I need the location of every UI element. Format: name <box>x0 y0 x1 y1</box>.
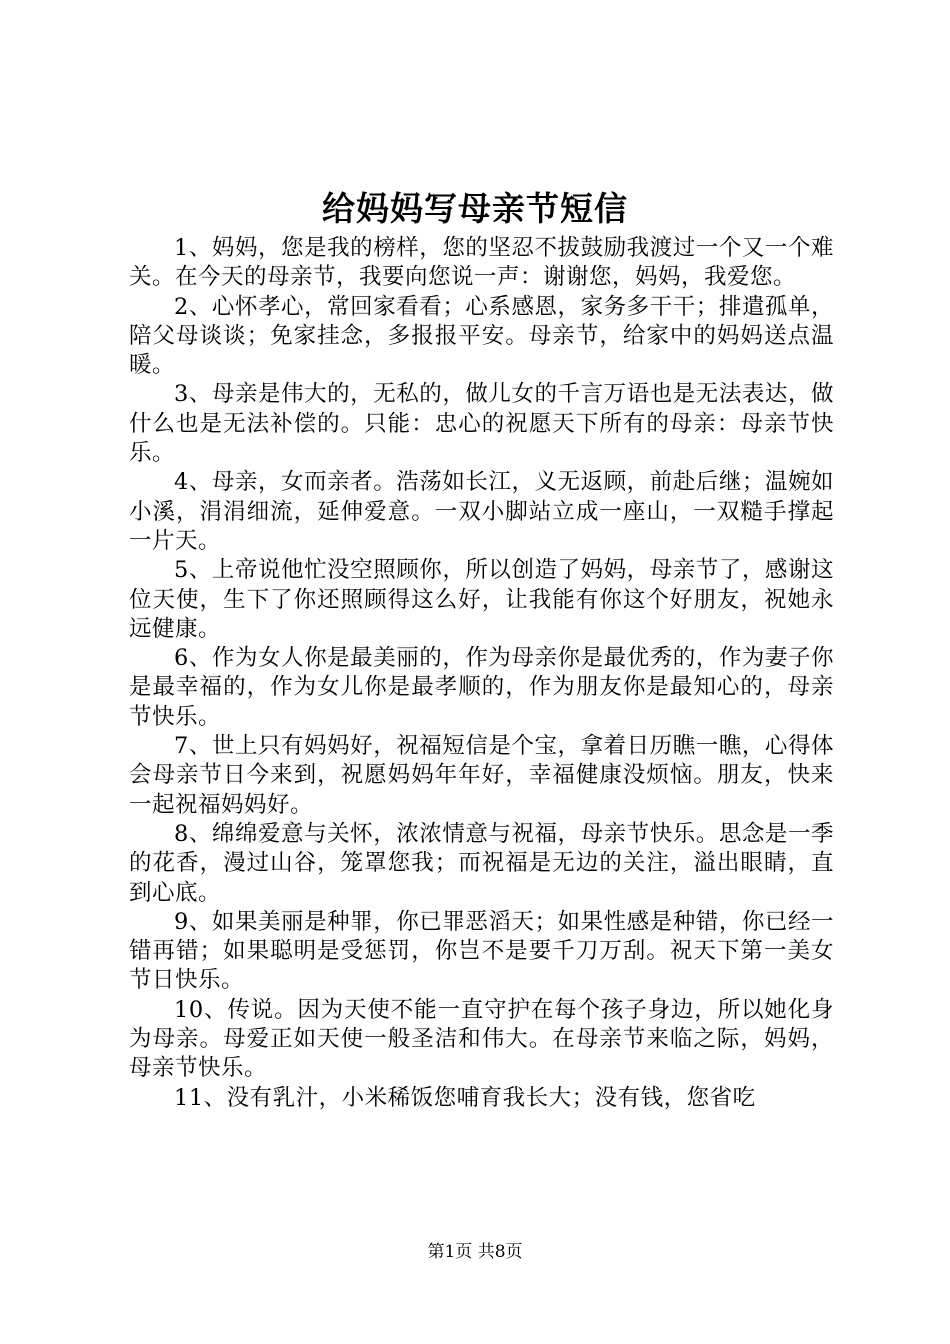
paragraph-3: 3、母亲是伟大的，无私的，做儿女的千言万语也是无法表达，做什么也是无法补偿的。只能：忠心的祝愿天下所有的母亲：母亲节快乐。 <box>129 381 834 467</box>
paragraph-1: 1、妈妈，您是我的榜样，您的坚忍不拔鼓励我渡过一个又一个难关。在今天的母亲节，我要向您说一声：谢谢您，妈妈，我爱您。 <box>129 235 834 291</box>
paragraph-5: 5、上帝说他忙没空照顾你，所以创造了妈妈，母亲节了，感谢这位天使，生下了你还照顾得这么好，让我能有你这个好朋友，祝她永远健康。 <box>129 557 834 642</box>
paragraph-10: 10、传说。因为天使不能一直守护在每个孩子身边，所以她化身为母亲。母爱正如天使一般圣洁和伟大。在母亲节来临之际，妈妈，母亲节快乐。 <box>129 996 834 1082</box>
paragraph-11: 11、没有乳汁，小米稀饭您哺育我长大；没有钱，您省吃 <box>174 1084 756 1111</box>
paragraph-7: 7、世上只有妈妈好，祝福短信是个宝，拿着日历瞧一瞧，心得体会母亲节日今来到，祝愿妈妈年年好，幸福健康没烦恼。朋友，快来一起祝福妈妈好。 <box>129 733 834 818</box>
document-title: 给妈妈写母亲节短信 <box>322 189 628 228</box>
document-body <box>129 234 834 1113</box>
paragraph-4: 4、母亲，女而亲者。浩荡如长江，义无返顾，前赴后继；温婉如小溪，涓涓细流，延伸爱意。一双小脚站立成一座山，一双糙手撑起一片天。 <box>129 469 834 554</box>
paragraph-2: 2、心怀孝心，常回家看看；心系感恩，家务多干干；排遣孤单，陪父母谈谈；免家挂念，多报报平安。母亲节，给家中的妈妈送点温暖。 <box>129 293 834 379</box>
page-number-footer: 第1页 共8页 <box>427 1242 523 1262</box>
paragraph-9: 9、如果美丽是种罪，你已罪恶滔天；如果性感是种错，你已经一错再错；如果聪明是受惩罚，你岂不是要千刀万刮。祝天下第一美女节日快乐。 <box>129 908 834 994</box>
paragraph-8: 8、绵绵爱意与关怀，浓浓情意与祝福，母亲节快乐。思念是一季的花香，漫过山谷，笼罩您我；而祝福是无边的关注，溢出眼睛，直到心底。 <box>129 820 834 906</box>
paragraph-6: 6、作为女人你是最美丽的，作为母亲你是最优秀的，作为妻子你是最幸福的，作为女儿你是最孝顺的，作为朋友你是最知心的，母亲节快乐。 <box>129 645 834 730</box>
